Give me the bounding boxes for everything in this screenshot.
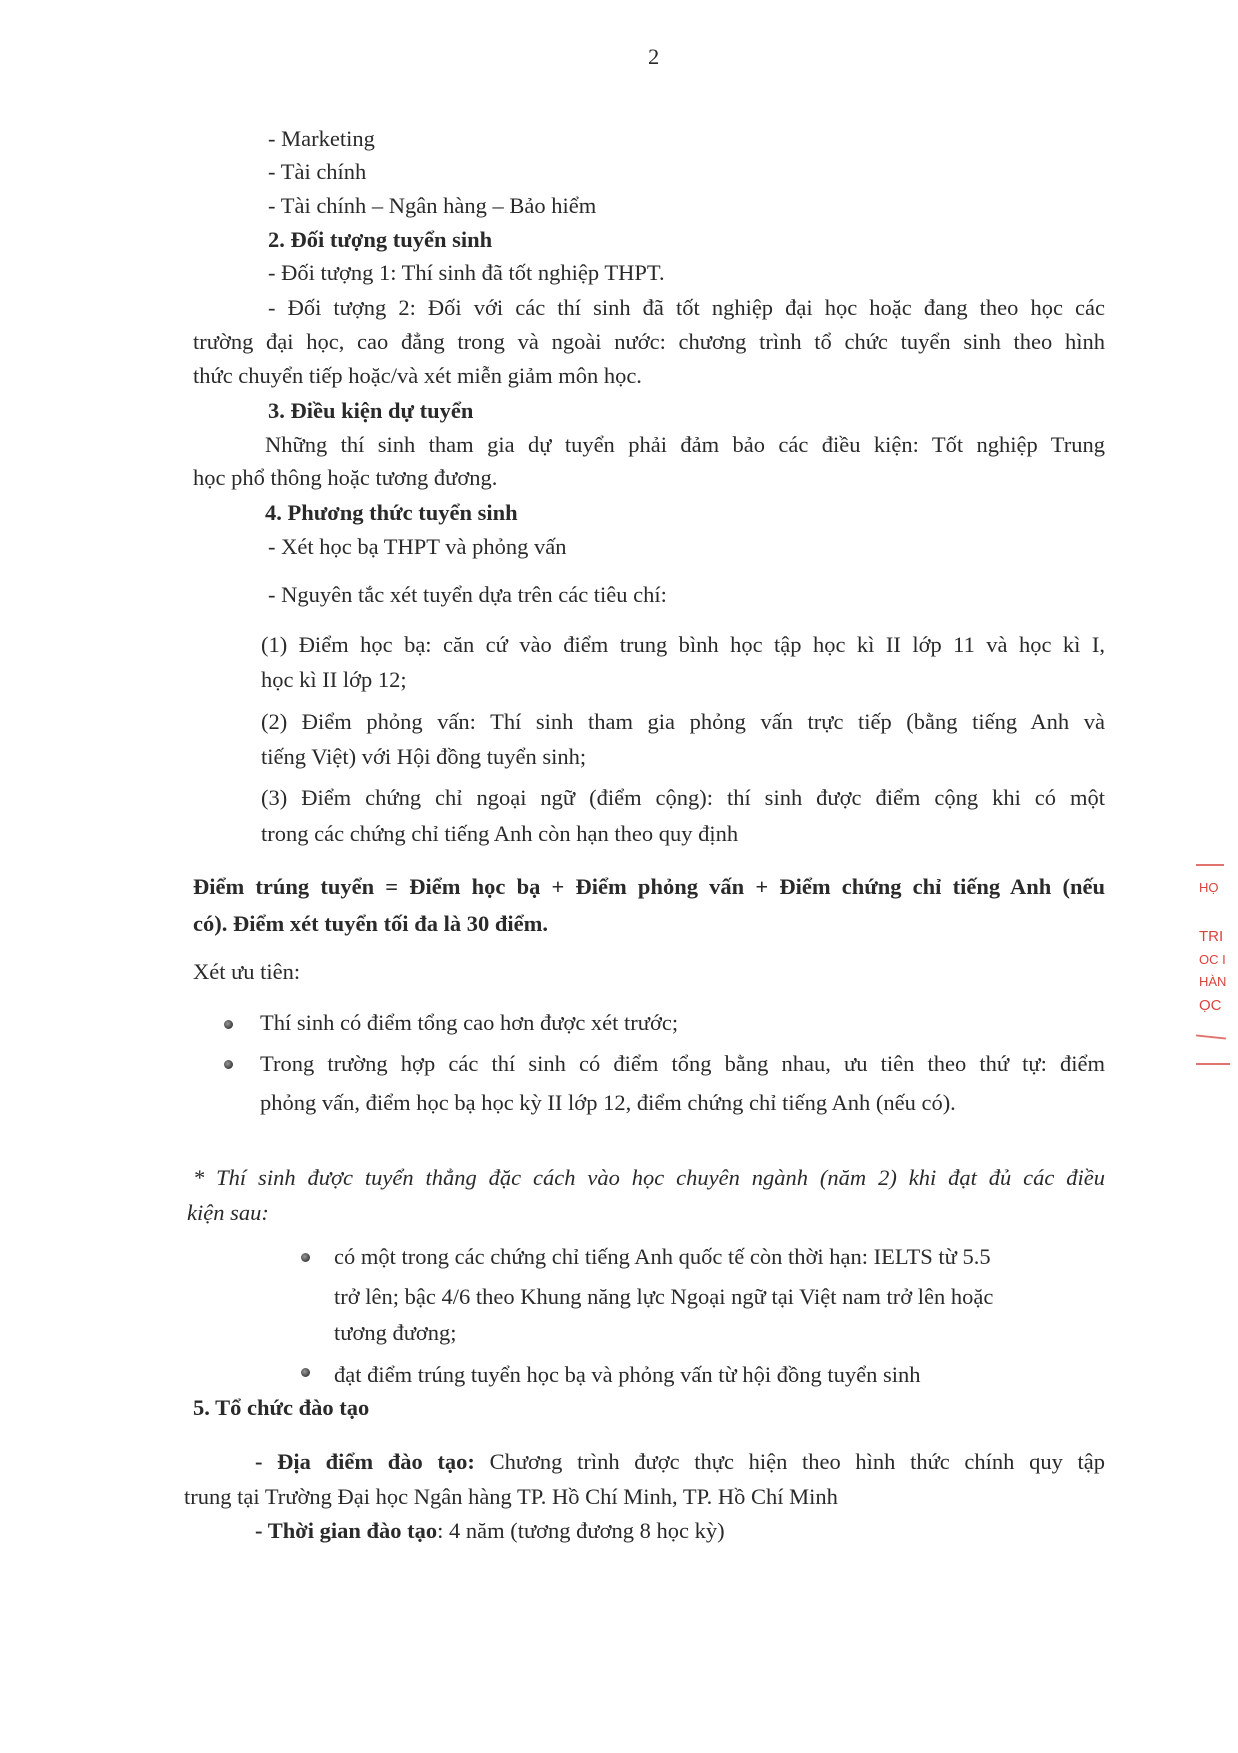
bullet-icon <box>301 1253 310 1262</box>
section2-line1: - Đối tượng 1: Thí sinh đã tốt nghiệp THPT. <box>268 260 665 285</box>
criterion3-line2: trong các chứng chỉ tiếng Anh còn hạn theo quy định <box>261 821 739 846</box>
training-duration-text: : 4 năm (tương đương 8 học kỳ) <box>437 1518 725 1543</box>
stamp-text: TRI <box>1199 928 1224 945</box>
training-duration <box>255 1520 725 1543</box>
bullet-icon <box>224 1020 233 1029</box>
training-location-line1 <box>255 1451 1105 1474</box>
training-location-line2: trung tại Trường Đại học Ngân hàng TP. Hồ Chí Minh, TP. Hồ Chí Minh <box>184 1484 838 1509</box>
direct-admission-note-line2: kiện sau: <box>187 1200 269 1225</box>
condition-1-line3: tương đương; <box>334 1320 457 1345</box>
major-marketing: - Marketing <box>268 126 375 151</box>
training-location-label: - Địa điểm đào tạo: <box>255 1449 475 1474</box>
condition-1-line2: trở lên; bậc 4/6 theo Khung năng lực Ngoại ngữ tại Việt nam trở lên hoặc <box>334 1284 994 1309</box>
section3-heading: 3. Điều kiện dự tuyển <box>268 398 474 423</box>
criterion3-line1: (3) Điểm chứng chỉ ngoại ngữ (điểm cộng): thí sinh được điểm cộng khi có một <box>261 785 1105 810</box>
red-seal-stamp <box>1192 858 1238 1078</box>
criterion1-line1: (1) Điểm học bạ: căn cứ vào điểm trung bình học tập học kì II lớp 11 và học kì I, <box>261 632 1105 657</box>
section4-heading: 4. Phương thức tuyển sinh <box>265 500 518 525</box>
criterion2-line1: (2) Điểm phỏng vấn: Thí sinh tham gia phỏng vấn trực tiếp (bằng tiếng Anh và <box>261 709 1105 734</box>
bullet-icon <box>301 1368 310 1377</box>
score-formula-line2: có). Điểm xét tuyển tối đa là 30 điểm. <box>193 911 548 936</box>
priority-item-2-line1: Trong trường hợp các thí sinh có điểm tổng bằng nhau, ưu tiên theo thứ tự: điểm <box>260 1051 1105 1076</box>
section2-line2c: thức chuyển tiếp hoặc/và xét miễn giảm môn học. <box>193 363 642 388</box>
priority-label: Xét ưu tiên: <box>193 959 301 984</box>
priority-item-2-line2: phỏng vấn, điểm học bạ học kỳ II lớp 12, điểm chứng chỉ tiếng Anh (nếu có). <box>260 1090 956 1115</box>
section4-principle: - Nguyên tắc xét tuyển dựa trên các tiêu chí: <box>268 582 667 607</box>
section2-line2a: - Đối tượng 2: Đối với các thí sinh đã tốt nghiệp đại học hoặc đang theo học các <box>268 295 1105 320</box>
stamp-text: HỌ <box>1199 880 1219 895</box>
condition-2: đạt điểm trúng tuyển học bạ và phỏng vấn từ hội đồng tuyển sinh <box>334 1362 921 1387</box>
section4-method: - Xét học bạ THPT và phỏng vấn <box>268 534 567 559</box>
stamp-text: ỌC <box>1199 997 1222 1014</box>
major-finance-banking-insurance: - Tài chính – Ngân hàng – Bảo hiểm <box>268 193 597 218</box>
criterion2-line2: tiếng Việt) với Hội đồng tuyển sinh; <box>261 744 587 769</box>
direct-admission-note-line1: * Thí sinh được tuyển thẳng đặc cách vào học chuyên ngành (năm 2) khi đạt đủ các điều <box>193 1165 1105 1190</box>
stamp-text: HÀN <box>1199 974 1227 989</box>
section3-line1: Những thí sinh tham gia dự tuyển phải đảm bảo các điều kiện: Tốt nghiệp Trung <box>265 432 1105 457</box>
score-formula-line1: Điểm trúng tuyển = Điểm học bạ + Điểm phỏng vấn + Điểm chứng chỉ tiếng Anh (nếu <box>193 874 1105 899</box>
page-number: 2 <box>648 44 660 69</box>
section2-line2b: trường đại học, cao đẳng trong và ngoài nước: chương trình tổ chức tuyển sinh theo hình <box>193 329 1105 354</box>
training-location-text: Chương trình được thực hiện theo hình thức chính quy tập <box>474 1449 1105 1474</box>
criterion1-line2: học kì II lớp 12; <box>261 667 407 692</box>
training-duration-label: - Thời gian đào tạo <box>255 1518 438 1543</box>
stamp-text: OC I <box>1199 952 1226 967</box>
section2-heading: 2. Đối tượng tuyển sinh <box>268 227 493 252</box>
section3-line2: học phổ thông hoặc tương đương. <box>193 465 498 490</box>
bullet-icon <box>224 1060 233 1069</box>
priority-item-1: Thí sinh có điểm tổng cao hơn được xét trước; <box>260 1010 679 1035</box>
condition-1-line1: có một trong các chứng chỉ tiếng Anh quốc tế còn thời hạn: IELTS từ 5.5 <box>334 1244 991 1269</box>
section5-heading: 5. Tổ chức đào tạo <box>193 1395 370 1420</box>
major-finance: - Tài chính <box>268 159 367 184</box>
